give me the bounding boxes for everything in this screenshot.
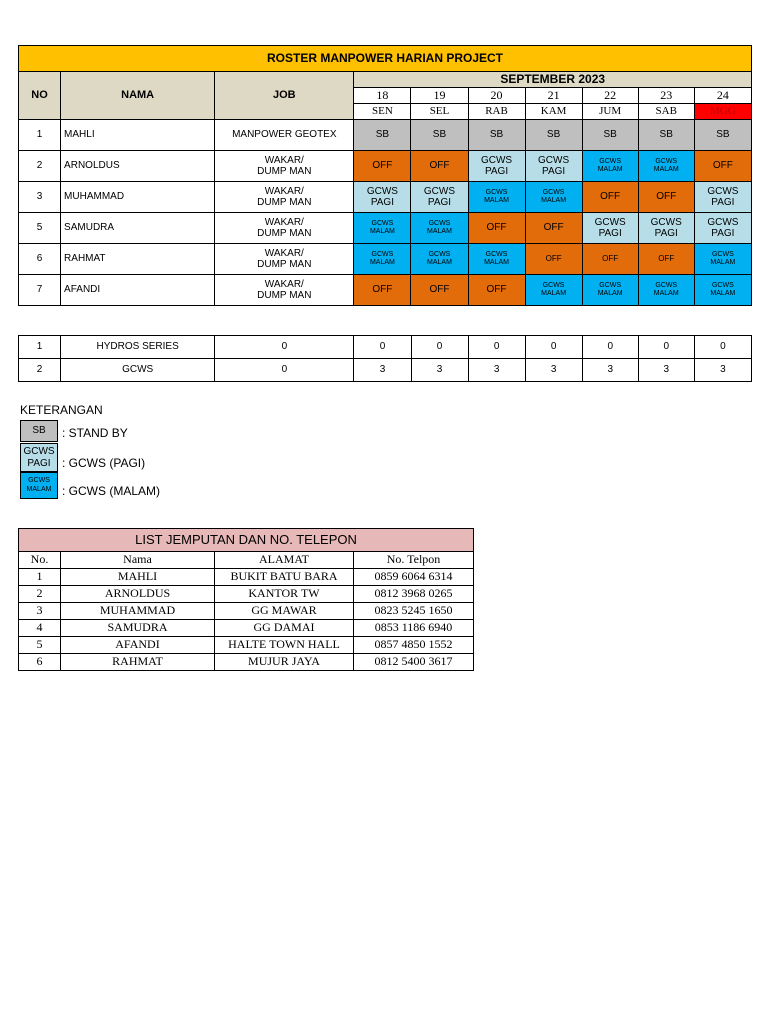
shift-cell bbox=[354, 213, 411, 244]
contact-cell: ARNOLDUS bbox=[61, 586, 215, 603]
contact-cell: GG DAMAI bbox=[215, 620, 354, 637]
job-line: WAKAR/ bbox=[264, 154, 304, 166]
legend-label: : GCWS (PAGI) bbox=[62, 456, 146, 470]
shift-cell bbox=[525, 120, 582, 151]
summary-value: 0 bbox=[638, 336, 694, 359]
contact-cell: 0812 3968 0265 bbox=[354, 586, 474, 603]
contact-cell: SAMUDRA bbox=[61, 620, 215, 637]
row-job bbox=[215, 182, 354, 213]
shift-cell bbox=[468, 213, 525, 244]
summary-value: 0 bbox=[468, 336, 525, 359]
shift-line: OFF bbox=[429, 160, 450, 172]
summary-value: 3 bbox=[582, 359, 638, 382]
shift-cell bbox=[638, 275, 694, 306]
date-cell: 18 bbox=[354, 88, 411, 104]
contact-header: Nama bbox=[61, 552, 215, 569]
shift-cell bbox=[354, 120, 411, 151]
legend-label: : STAND BY bbox=[62, 426, 128, 440]
shift-line: PAGI bbox=[484, 166, 509, 177]
shift-line: PAGI bbox=[427, 197, 452, 208]
job-line: DUMP MAN bbox=[257, 197, 312, 208]
shift-cell bbox=[694, 120, 751, 151]
shift-line: GCWS bbox=[542, 188, 565, 196]
shift-cell bbox=[582, 244, 638, 275]
shift-cell bbox=[694, 213, 751, 244]
job-line: MANPOWER GEOTEX bbox=[232, 129, 337, 141]
summary-table bbox=[18, 335, 752, 382]
shift-line: MALAM bbox=[427, 228, 452, 235]
day-cell: SEN bbox=[354, 104, 411, 120]
summary-value: 3 bbox=[468, 359, 525, 382]
row-job bbox=[215, 213, 354, 244]
contact-row bbox=[19, 569, 474, 586]
date-cell: 23 bbox=[638, 88, 694, 104]
shift-line: GCWS bbox=[371, 219, 394, 227]
roster-row bbox=[19, 120, 752, 151]
row-job bbox=[215, 244, 354, 275]
summary-label: GCWS bbox=[61, 359, 215, 382]
summary-value: 3 bbox=[694, 359, 751, 382]
summary-value: 3 bbox=[354, 359, 411, 382]
shift-line: GCWS bbox=[599, 281, 622, 289]
job-line: DUMP MAN bbox=[257, 259, 312, 270]
summary-no: 1 bbox=[19, 336, 61, 359]
shift-cell bbox=[638, 120, 694, 151]
summary-value: 3 bbox=[638, 359, 694, 382]
shift-line: GCWS bbox=[542, 281, 565, 289]
shift-line: GCWS bbox=[485, 188, 508, 196]
shift-line: GCWS bbox=[366, 185, 398, 197]
row-name: AFANDI bbox=[61, 275, 215, 306]
legend-title: KETERANGAN bbox=[20, 403, 103, 417]
contact-row bbox=[19, 586, 474, 603]
contact-header-row bbox=[19, 552, 474, 569]
summary-row bbox=[19, 359, 752, 382]
legend-swatch-line: GCWS bbox=[28, 477, 50, 485]
shift-line: MALAM bbox=[427, 259, 452, 266]
contact-cell: HALTE TOWN HALL bbox=[215, 637, 354, 654]
shift-cell bbox=[582, 182, 638, 213]
row-name: SAMUDRA bbox=[61, 213, 215, 244]
row-no: 7 bbox=[19, 275, 61, 306]
shift-line: GCWS bbox=[371, 250, 394, 258]
shift-cell bbox=[694, 151, 751, 182]
shift-cell bbox=[468, 182, 525, 213]
contact-cell: 0859 6064 6314 bbox=[354, 569, 474, 586]
shift-line: OFF bbox=[543, 222, 564, 234]
shift-line: PAGI bbox=[542, 166, 566, 177]
shift-line: GCWS bbox=[655, 281, 678, 289]
date-cell: 24 bbox=[694, 88, 751, 104]
shift-line: GCWS bbox=[538, 154, 570, 166]
shift-line: SB bbox=[546, 129, 561, 141]
shift-line: PAGI bbox=[370, 197, 394, 208]
row-no: 1 bbox=[19, 120, 61, 151]
legend-swatch-line: PAGI bbox=[27, 457, 51, 469]
contact-row bbox=[19, 620, 474, 637]
shift-line: GCWS bbox=[480, 154, 513, 166]
summary-row bbox=[19, 336, 752, 359]
shift-line: GCWS bbox=[711, 250, 734, 258]
contact-cell: 0812 5400 3617 bbox=[354, 654, 474, 671]
roster-table bbox=[18, 45, 752, 306]
shift-cell bbox=[354, 182, 411, 213]
shift-line: SB bbox=[603, 129, 617, 141]
summary-value: 3 bbox=[411, 359, 468, 382]
shift-line: MALAM bbox=[369, 228, 395, 235]
shift-line: MALAM bbox=[484, 197, 509, 204]
roster-row bbox=[19, 151, 752, 182]
shift-cell bbox=[582, 151, 638, 182]
shift-cell bbox=[411, 151, 468, 182]
contact-cell: 5 bbox=[19, 637, 61, 654]
shift-cell bbox=[468, 151, 525, 182]
shift-cell bbox=[582, 275, 638, 306]
date-cell: 20 bbox=[468, 88, 525, 104]
shift-cell bbox=[411, 120, 468, 151]
contact-cell: 2 bbox=[19, 586, 61, 603]
shift-line: OFF bbox=[486, 222, 507, 234]
shift-line: GCWS bbox=[707, 216, 739, 228]
shift-line: OFF bbox=[545, 254, 562, 264]
contact-cell: KANTOR TW bbox=[215, 586, 354, 603]
summary-value: 0 bbox=[354, 336, 411, 359]
contact-row bbox=[19, 603, 474, 620]
row-name: ARNOLDUS bbox=[61, 151, 215, 182]
date-cell: 21 bbox=[525, 88, 582, 104]
shift-cell bbox=[354, 151, 411, 182]
roster-title: ROSTER MANPOWER HARIAN PROJECT bbox=[19, 46, 752, 72]
shift-line: GCWS bbox=[599, 157, 622, 165]
shift-line: GCWS bbox=[711, 281, 734, 289]
shift-line: MALAM bbox=[369, 259, 395, 266]
shift-line: GCWS bbox=[650, 216, 682, 228]
row-no: 5 bbox=[19, 213, 61, 244]
shift-line: GCWS bbox=[655, 157, 678, 165]
contact-cell: 1 bbox=[19, 569, 61, 586]
contact-cell: 0823 5245 1650 bbox=[354, 603, 474, 620]
contact-cell: 3 bbox=[19, 603, 61, 620]
shift-line: MALAM bbox=[484, 259, 509, 266]
contact-cell: 0853 1186 6940 bbox=[354, 620, 474, 637]
legend-swatch bbox=[20, 443, 58, 472]
date-cell: 19 bbox=[411, 88, 468, 104]
row-no: 3 bbox=[19, 182, 61, 213]
shift-line: SB bbox=[716, 129, 730, 141]
shift-cell bbox=[582, 213, 638, 244]
shift-line: MALAM bbox=[597, 290, 623, 297]
header-no: NO bbox=[19, 72, 61, 120]
job-line: WAKAR/ bbox=[264, 247, 304, 259]
summary-value: 0 bbox=[582, 336, 638, 359]
shift-cell bbox=[694, 275, 751, 306]
contact-row bbox=[19, 654, 474, 671]
contact-cell: RAHMAT bbox=[61, 654, 215, 671]
contact-cell: 0857 4850 1552 bbox=[354, 637, 474, 654]
job-line: WAKAR/ bbox=[264, 278, 304, 290]
contact-header: ALAMAT bbox=[215, 552, 354, 569]
legend-label: : GCWS (MALAM) bbox=[62, 484, 160, 498]
legend-swatch-line: SB bbox=[32, 425, 46, 437]
summary-label: HYDROS SERIES bbox=[61, 336, 215, 359]
shift-line: SB bbox=[432, 129, 447, 141]
shift-line: GCWS bbox=[423, 185, 456, 197]
shift-cell bbox=[468, 275, 525, 306]
roster-row bbox=[19, 244, 752, 275]
shift-cell bbox=[525, 244, 582, 275]
shift-cell bbox=[411, 213, 468, 244]
day-cell: RAB bbox=[468, 104, 525, 120]
job-line: DUMP MAN bbox=[257, 228, 312, 239]
contact-cell: MUJUR JAYA bbox=[215, 654, 354, 671]
row-job bbox=[215, 151, 354, 182]
day-cell: JUM bbox=[582, 104, 638, 120]
shift-line: MALAM bbox=[710, 259, 736, 266]
job-line: DUMP MAN bbox=[257, 166, 312, 177]
shift-line: OFF bbox=[486, 284, 507, 296]
shift-line: GCWS bbox=[428, 250, 451, 258]
contact-cell: MAHLI bbox=[61, 569, 215, 586]
shift-cell bbox=[694, 182, 751, 213]
header-nama: NAMA bbox=[61, 72, 215, 120]
contact-header: No. Telpon bbox=[354, 552, 474, 569]
shift-line: OFF bbox=[372, 160, 393, 172]
contact-row bbox=[19, 637, 474, 654]
shift-line: SB bbox=[375, 129, 390, 141]
shift-cell bbox=[638, 151, 694, 182]
shift-cell bbox=[411, 182, 468, 213]
shift-cell bbox=[411, 275, 468, 306]
shift-cell bbox=[582, 120, 638, 151]
shift-line: GCWS bbox=[594, 216, 626, 228]
summary-job: 0 bbox=[215, 336, 354, 359]
day-cell: KAM bbox=[525, 104, 582, 120]
month-header: SEPTEMBER 2023 bbox=[354, 72, 752, 88]
shift-line: OFF bbox=[656, 191, 677, 203]
summary-value: 0 bbox=[411, 336, 468, 359]
shift-line: PAGI bbox=[598, 228, 622, 239]
row-no: 6 bbox=[19, 244, 61, 275]
shift-line: GCWS bbox=[707, 185, 739, 197]
shift-line: OFF bbox=[600, 191, 621, 203]
shift-line: MALAM bbox=[541, 197, 567, 204]
job-line: DUMP MAN bbox=[257, 290, 312, 301]
contact-cell: GG MAWAR bbox=[215, 603, 354, 620]
roster-row bbox=[19, 213, 752, 244]
contact-header: No. bbox=[19, 552, 61, 569]
shift-line: GCWS bbox=[485, 250, 508, 258]
contact-table bbox=[18, 528, 474, 671]
summary-job: 0 bbox=[215, 359, 354, 382]
shift-cell bbox=[638, 182, 694, 213]
contact-title: LIST JEMPUTAN DAN NO. TELEPON bbox=[19, 529, 474, 552]
shift-line: OFF bbox=[658, 254, 675, 264]
shift-line: OFF bbox=[429, 284, 450, 296]
shift-cell bbox=[525, 275, 582, 306]
header-job: JOB bbox=[215, 72, 354, 120]
row-name: MUHAMMAD bbox=[61, 182, 215, 213]
legend-swatch bbox=[20, 472, 58, 499]
shift-line: PAGI bbox=[654, 228, 678, 239]
shift-cell bbox=[638, 244, 694, 275]
day-cell: SEL bbox=[411, 104, 468, 120]
shift-line: MALAM bbox=[710, 290, 736, 297]
shift-line: GCWS bbox=[428, 219, 451, 227]
shift-cell bbox=[468, 120, 525, 151]
shift-line: MALAM bbox=[653, 166, 679, 173]
row-no: 2 bbox=[19, 151, 61, 182]
shift-cell bbox=[525, 182, 582, 213]
roster-row bbox=[19, 275, 752, 306]
summary-value: 0 bbox=[525, 336, 582, 359]
contact-cell: AFANDI bbox=[61, 637, 215, 654]
shift-line: OFF bbox=[372, 284, 393, 296]
summary-value: 3 bbox=[525, 359, 582, 382]
roster-row bbox=[19, 182, 752, 213]
row-job bbox=[215, 275, 354, 306]
shift-cell bbox=[468, 244, 525, 275]
job-line: WAKAR/ bbox=[264, 216, 304, 228]
legend-swatch-line: MALAM bbox=[26, 485, 52, 493]
shift-line: PAGI bbox=[711, 228, 735, 239]
contact-cell: BUKIT BATU BARA bbox=[215, 569, 354, 586]
shift-cell bbox=[354, 244, 411, 275]
shift-cell bbox=[354, 275, 411, 306]
legend-swatch-line: GCWS bbox=[23, 446, 55, 457]
shift-cell bbox=[411, 244, 468, 275]
row-job bbox=[215, 120, 354, 151]
row-name: MAHLI bbox=[61, 120, 215, 151]
shift-line: OFF bbox=[712, 160, 733, 172]
contact-cell: 6 bbox=[19, 654, 61, 671]
day-cell: SAB bbox=[638, 104, 694, 120]
shift-cell bbox=[525, 151, 582, 182]
summary-value: 0 bbox=[694, 336, 751, 359]
job-line: WAKAR/ bbox=[264, 185, 304, 197]
shift-cell bbox=[525, 213, 582, 244]
shift-line: MALAM bbox=[597, 166, 623, 173]
shift-line: SB bbox=[489, 129, 504, 141]
contact-cell: MUHAMMAD bbox=[61, 603, 215, 620]
legend-swatch bbox=[20, 420, 58, 442]
summary-no: 2 bbox=[19, 359, 61, 382]
contact-cell: 4 bbox=[19, 620, 61, 637]
date-cell: 22 bbox=[582, 88, 638, 104]
shift-line: PAGI bbox=[711, 197, 735, 208]
shift-line: MALAM bbox=[541, 290, 567, 297]
shift-cell bbox=[638, 213, 694, 244]
shift-line: OFF bbox=[602, 254, 619, 264]
shift-cell bbox=[694, 244, 751, 275]
row-name: RAHMAT bbox=[61, 244, 215, 275]
day-cell: MGG bbox=[694, 104, 751, 120]
shift-line: MALAM bbox=[653, 290, 679, 297]
shift-line: SB bbox=[659, 129, 673, 141]
